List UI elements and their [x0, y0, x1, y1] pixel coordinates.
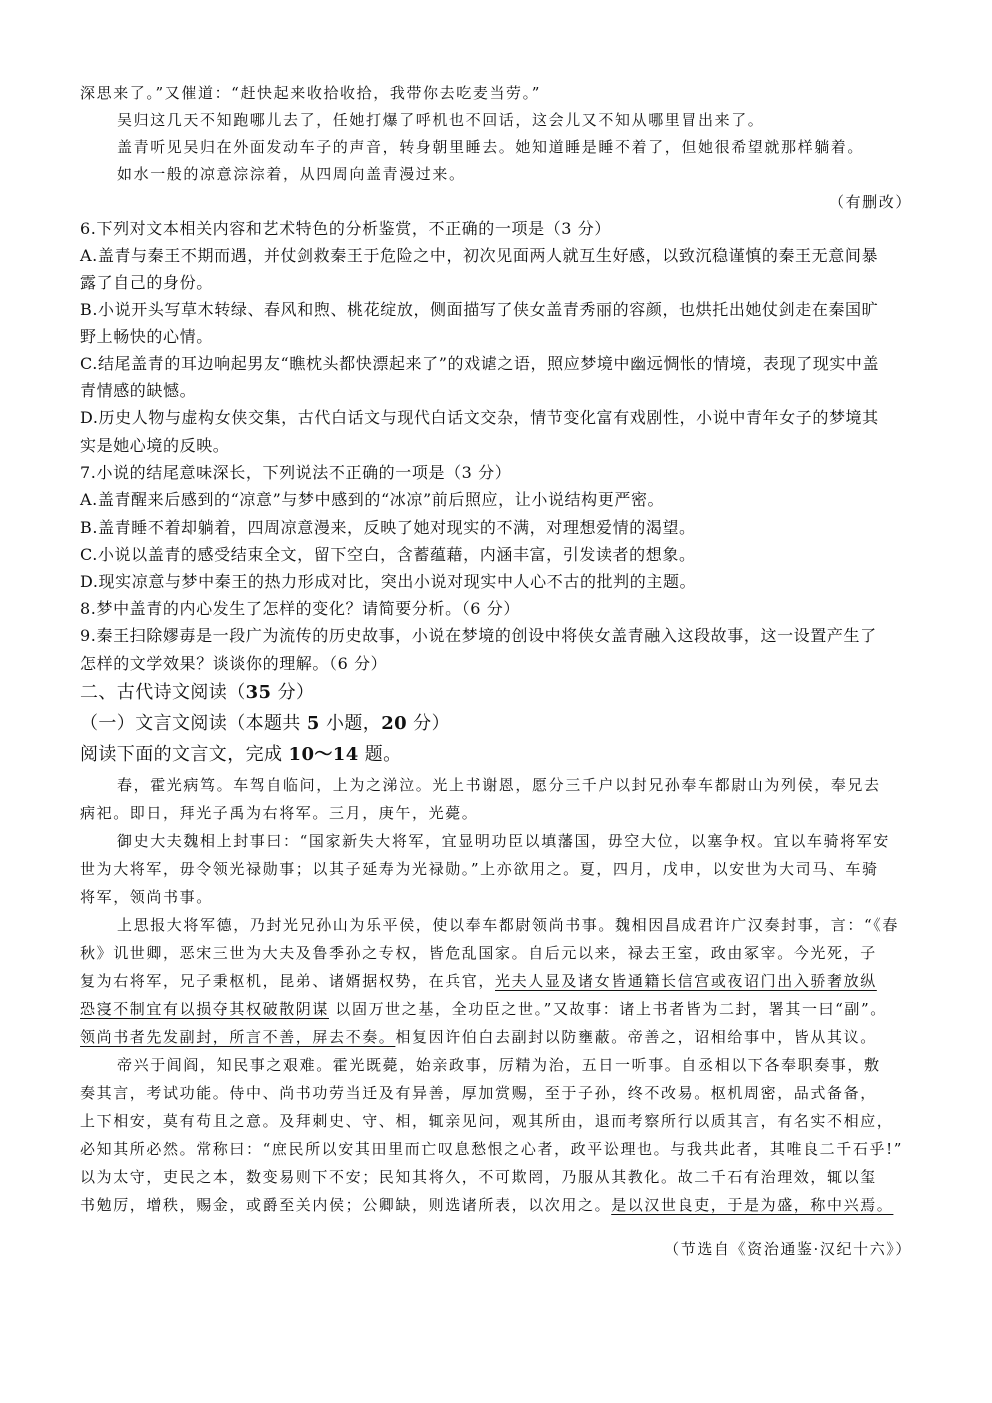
question-7-stem: 7.小说的结尾意味深长，下列说法不正确的一项是（3 分） — [80, 463, 512, 482]
passage-line: 以为太守，吏民之本，数变易则下不安；民知其将久，不可欺罔，乃服从其教化。故二千石有治理效，辄以玺 — [80, 1168, 877, 1186]
question-6-stem: 6.下列对文本相关内容和艺术特色的分析鉴赏，不正确的一项是（3 分） — [80, 219, 611, 238]
passage-line: 御史大夫魏相上封事曰：“国家新失大将军，宜显明功臣以填藩国，毋空大位，以塞争权。宜以车骑将军安 — [117, 832, 890, 850]
underlined-sentence: 光夫人显及诸女皆通籍长信宫或夜诏门出入骄奢放纵 — [495, 972, 877, 990]
passage-line: 病祀。即日，拜光子禹为右将军。三月，庚午，光薨。 — [80, 804, 479, 822]
passage-source: （节选自《资治通鉴·汉纪十六》） — [664, 1240, 912, 1258]
question-8: 8.梦中盖青的内心发生了怎样的变化？请简要分析。（6 分） — [80, 599, 520, 618]
story-line: 吴归这几天不知跑哪儿去了，任她打爆了呼机也不回话，这会儿又不知从哪里冒出来了。 — [117, 111, 765, 129]
question-6-option-a-cont: 露了自己的身份。 — [80, 273, 213, 292]
question-7-option-c: C.小说以盖青的感受结束全文，留下空白，含蓄蕴藉，内涵丰富，引发读者的想象。 — [80, 545, 696, 564]
story-line: 如水一般的凉意淙淙着，从四周向盖青漫过来。 — [117, 165, 466, 183]
story-line: 深思来了。”又催道：“赶快起来收拾收拾，我带你去吃麦当劳。” — [80, 84, 542, 102]
passage-line: 恐寖不制宜有以损夺其权破散阴谋 以固万世之基，全功臣之世。”又故事：诸上书者皆为二封，署其一曰“副”。 — [80, 1000, 887, 1018]
reading-instruction: 阅读下面的文言文，完成 10～14 题。 — [80, 744, 402, 765]
question-6-option-d-cont: 实是她心境的反映。 — [80, 436, 230, 455]
passage-line: 书勉厉，增秩，赐金，或爵至关内侯；公卿缺，则选诸所表，以次用之。是以汉世良吏，于是为盛，称中兴焉。 — [80, 1196, 894, 1214]
passage-line: 春，霍光病笃。车驾自临问，上为之涕泣。光上书谢恩，愿分三千户以封兄孙奉车都尉山为列侯，奉兄去 — [117, 776, 881, 794]
question-6-option-d: D.历史人物与虚构女侠交集，古代白话文与现代白话文交杂，情节变化富有戏剧性，小说中青年女子的梦境其 — [80, 408, 879, 427]
passage-line: 奏其言，考试功能。侍中、尚书功劳当迁及有异善，厚加赏赐，至于子孙，终不改易。枢机周密，品式备备， — [80, 1084, 877, 1102]
question-9: 9.秦王扫除嫪毐是一段广为流传的历史故事，小说在梦境的创设中将侠女盖青融入这段故事，这一设置产生了 — [80, 626, 877, 645]
question-7-option-b: B.盖青睡不着却躺着，四周凉意漫来，反映了她对现实的不满，对理想爱情的渴望。 — [80, 518, 696, 537]
underlined-sentence: 是以汉世良吏，于是为盛，称中兴焉。 — [611, 1196, 894, 1214]
source-note: （有删改） — [828, 193, 912, 211]
question-6-option-a: A.盖青与秦王不期而遇，并仗剑救秦王于危险之中，初次见面两人就互生好感，以致沉稳谨慎的秦王无意间暴 — [80, 246, 879, 265]
question-6-option-b-cont: 野上畅快的心情。 — [80, 327, 213, 346]
underlined-sentence: 领尚书者先发副封，所言不善，屏去不奏。 — [80, 1028, 396, 1046]
question-7-option-a: A.盖青醒来后感到的“凉意”与梦中感到的“冰凉”前后照应，让小说结构更严密。 — [80, 490, 665, 509]
passage-line: 将军，领尚书事。 — [80, 888, 213, 906]
question-6-option-c-cont: 青情感的缺憾。 — [80, 381, 197, 400]
passage-line: 领尚书者先发副封，所言不善，屏去不奏。相复因许伯白去副封以防壅蔽。帝善之，诏相给事中，皆从其议。 — [80, 1028, 877, 1046]
subsection-title: （一）文言文阅读（本题共 5 小题，20 分） — [80, 713, 450, 734]
passage-line: 秋》讥世卿，恶宋三世为大夫及鲁季孙之专权，皆危乱国家。自后元以来，禄去王室，政由冢宰。今光死，子 — [80, 944, 877, 962]
story-line: 盖青听见吴归在外面发动车子的声音，转身朝里睡去。她知道睡是睡不着了，但她很希望就那样躺着。 — [117, 138, 865, 156]
question-9-cont: 怎样的文学效果？谈谈你的理解。（6 分） — [80, 654, 388, 673]
underlined-sentence: 恐寖不制宜有以损夺其权破散阴谋 — [80, 1000, 330, 1018]
passage-line: 上思报大将军德，乃封光兄孙山为乐平侯，使以奉车都尉领尚书事。魏相因昌成君许广汉奏封事，言：“《春 — [117, 916, 899, 934]
passage-line: 复为右将军，兄子秉枢机，昆弟、诸婿据权势，在兵官，光夫人显及诸女皆通籍长信宫或夜诏门出入骄奢放纵 — [80, 972, 877, 990]
passage-line: 上下相安，莫有苟且之意。及拜刺史、守、相，辄亲见问，观其所由，退而考察所行以质其言，有名实不相应， — [80, 1112, 894, 1130]
question-6-option-c: C.结尾盖青的耳边响起男友“瞧枕头都快漂起来了”的戏谑之语，照应梦境中幽远惆怅的情境，表现了现实中盖 — [80, 354, 880, 373]
section-2-title: 二、古代诗文阅读（35 分） — [80, 682, 315, 703]
passage-line: 必知其所必然。常称曰：“庶民所以安其田里而亡叹息愁恨之心者，政平讼理也。与我共此者，其唯良二千石乎!” — [80, 1140, 903, 1158]
question-6-option-b: B.小说开头写草木转绿、春风和煦、桃花绽放，侧面描写了侠女盖青秀丽的容颜，也烘托出她仗剑走在秦国旷 — [80, 300, 879, 319]
passage-line: 世为大将军，毋令领光禄勋事；以其子延寿为光禄勋。”上亦欲用之。夏，四月，戊申，以安世为大司马、车骑 — [80, 860, 879, 878]
question-7-option-d: D.现实凉意与梦中秦王的热力形成对比，突出小说对现实中人心不古的批判的主题。 — [80, 572, 697, 591]
passage-line: 帝兴于闾阎，知民事之艰难。霍光既薨，始亲政事，厉精为治，五日一听事。自丞相以下各奉职奏事，敷 — [117, 1056, 881, 1074]
